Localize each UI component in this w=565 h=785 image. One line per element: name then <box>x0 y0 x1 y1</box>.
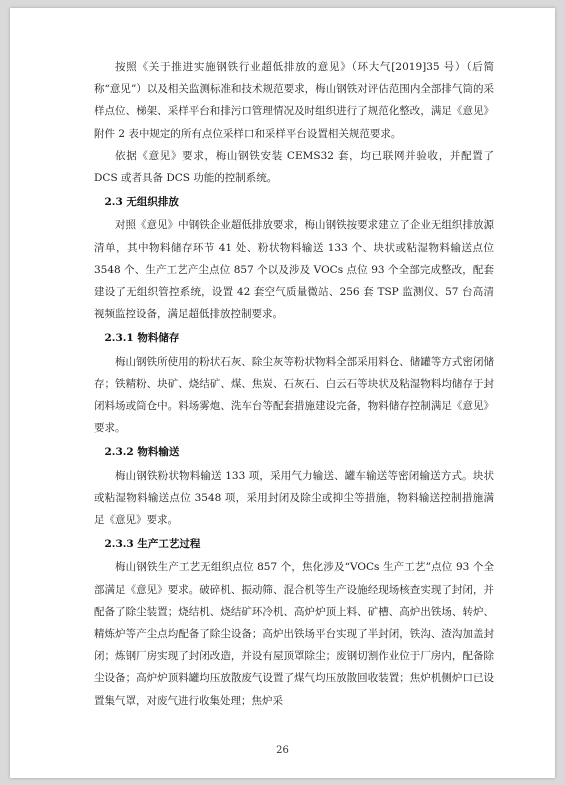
section-heading-2-3-3: 2.3.3 生产工艺过程 <box>104 538 201 551</box>
paragraph-unorganized-emission: 对照《意见》中钢铁企业超低排放要求，梅山钢铁按要求建立了企业无组织排放源清单，其中物料储存环节 41 处、粉状物料输送 133 个、块状或粘湿物料输送点位 3548 个、生产工艺产尘点位 857 个以及涉及 VOCs 点位 93 个全部完成整改，配套建设了无组织管控系统，设置 42 套空气质量微站、256 套 TSP 监测仪、57 台高清视频监控设备，满足超低排放控制要求。 <box>94 219 494 321</box>
page-body <box>94 56 494 712</box>
paragraph-material-storage: 梅山钢铁所使用的粉状石灰、除尘灰等粉状物料全部采用料仓、储罐等方式密闭储存；铁精粉、块矿、烧结矿、煤、焦炭、石灰石、白云石等块状及粘湿物料均储存于封闭料场或筒仓中。料场雾炮、洗车台等配套措施建设完备，物料储存控制满足《意见》要求。 <box>94 355 494 435</box>
page-number: 26 <box>276 745 289 756</box>
document-page <box>10 8 555 778</box>
paragraph-material-transport: 梅山钢铁粉状物料输送 133 项，采用气力输送、罐车输送等密闭输送方式。块状或粘湿物料输送点位 3548 项，采用封闭及除尘或抑尘等措施，物料输送控制措施满足《意见》要求。 <box>94 469 494 527</box>
section-heading-2-3: 2.3 无组织排放 <box>104 196 179 209</box>
section-heading-2-3-2: 2.3.2 物料输送 <box>104 446 180 459</box>
paragraph-cems: 依据《意见》要求，梅山钢铁安装 CEMS32 套，均已联网并验收，并配置了 DCS 或者具备 DCS 功能的控制系统。 <box>94 149 494 185</box>
section-heading-2-3-1: 2.3.1 物料储存 <box>104 332 180 345</box>
paragraph-ultra-low-emission-opinion: 按照《关于推进实施钢铁行业超低排放的意见》（环大气[2019]35 号）（后简称“意见”）以及相关监测标准和技术规范要求，梅山钢铁对评估范围内全部排气筒的采样点位、梯架、采样平台和排污口管理情况及时组织进行了规范化整改，满足《意见》附件 2 表中规定的所有点位采样口和采样平台设置相关规范要求。 <box>94 61 494 140</box>
paragraph-production-process: 梅山钢铁生产工艺无组织点位 857 个，焦化涉及“VOCs 生产工艺”点位 93 个全部满足《意见》要求。破碎机、振动筛、混合机等生产设施经现场核查实现了封闭，并配备了除尘装置；烧结机、烧结矿环冷机、高炉炉顶上料、矿槽、高炉出铁场、转炉、精炼炉等产尘点均配备了除尘设备；高炉出铁场平台实现了半封闭，铁沟、渣沟加盖封闭；炼钢厂房实现了封闭改造，并设有屋顶罩除尘；废钢切割作业位于厂房内，配备除尘设备；高炉炉顶料罐均压放散废气设置了煤气均压放散回收装置；焦炉机侧炉口已设置集气罩，对废气进行收集处理；焦炉采 <box>94 561 494 707</box>
